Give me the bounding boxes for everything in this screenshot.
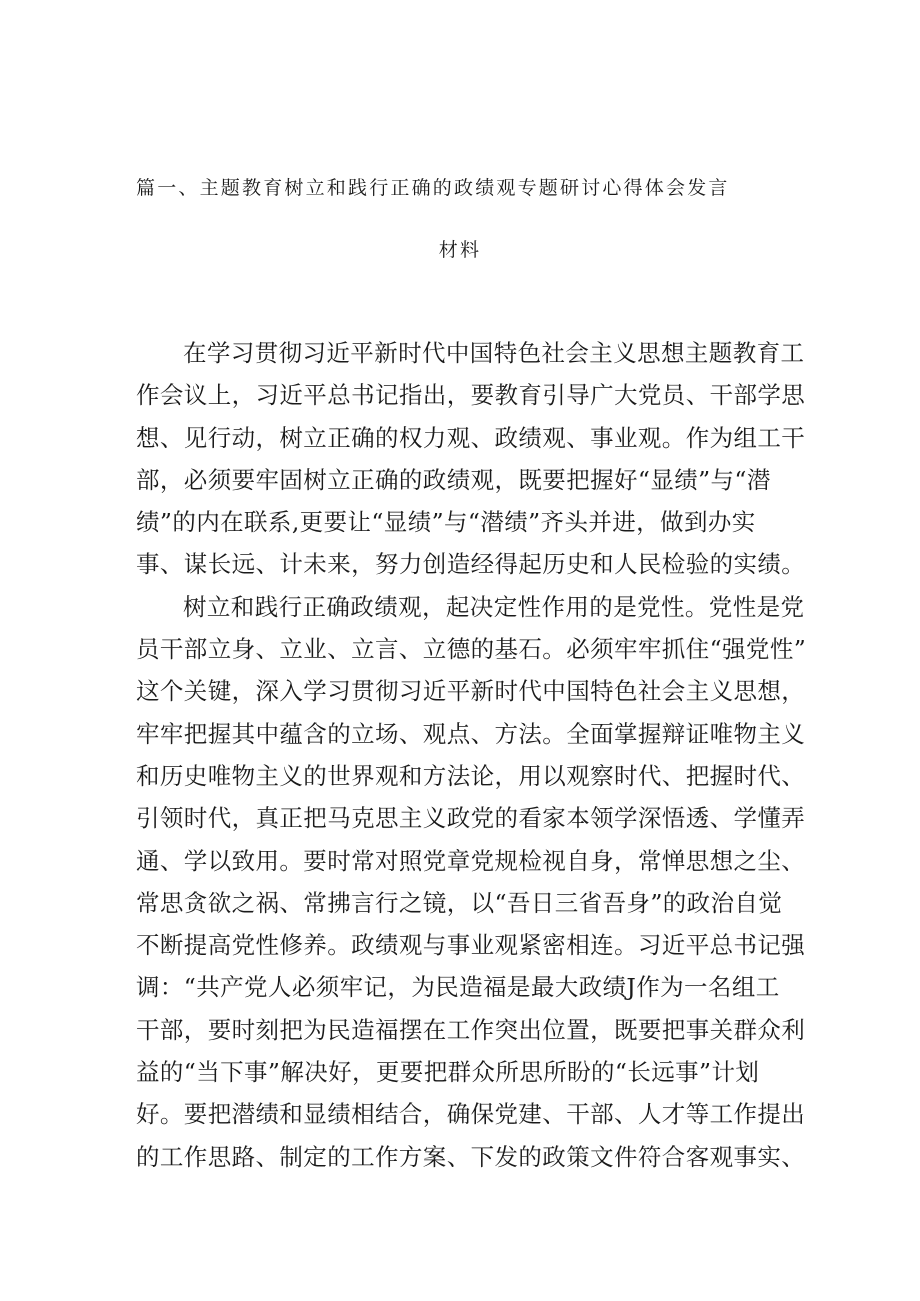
paragraph-2-line: 不断提高党性修养。政绩观与事业观紧密相连。习近平总书记强 <box>136 931 806 960</box>
paragraph-1-line: 作会议上，习近平总书记指出，要教育引导广大党员、干部学思 <box>136 381 806 410</box>
paragraph-2-line: 益的“当下事”解决好，更要把群众所思所盼的“长远事”计划 <box>136 1058 760 1087</box>
document-title-line-1: 篇一、主题教育树立和践行正确的政绩观专题研讨心得体会发言 <box>136 177 730 199</box>
paragraph-2-line: 树立和践行正确政绩观，起决定性作用的是党性。党性是党 <box>183 592 805 621</box>
paragraph-2-line: 好。要把潜绩和显绩相结合，确保党建、干部、人才等工作提出 <box>136 1100 806 1129</box>
paragraph-2-line: 牢牢把握其中蕴含的立场、观点、方法。全面掌握辩证唯物主义 <box>136 719 806 748</box>
paragraph-2-line: 员干部立身、立业、立言、立德的基石。必须牢牢抓住“强党性” <box>136 635 807 664</box>
document-body <box>136 332 807 1178</box>
paragraph-2-line: 的工作思路、制定的工作方案、下发的政策文件符合客观事实、 <box>136 1142 806 1171</box>
paragraph-1-line: 事、谋长远、计未来，努力创造经得起历史和人民检验的实绩。 <box>136 550 806 579</box>
paragraph-1-line: 想、见行动，树立正确的权力观、政绩观、事业观。作为组工干 <box>136 423 806 452</box>
paragraph-2-line: 干部，要时刻把为民造福摆在工作突出位置，既要把事关群众利 <box>136 1015 806 1044</box>
paragraph-2-line: 这个关键，深入学习贯彻习近平新时代中国特色社会主义思想， <box>136 677 806 706</box>
paragraph-2-line: 常思贪欲之祸、常拂言行之镜，以“吾日三省吾身”的政治自觉 <box>136 888 783 917</box>
paragraph-1-line: 部，必须要牢固树立正确的政绩观，既要把握好“显绩”与“潜 <box>136 465 771 494</box>
paragraph-2-line: 调：“共产党人必须牢记，为民造福是最大政绩J作为一名组工 <box>136 973 780 1002</box>
paragraph-2-line: 和历史唯物主义的世界观和方法论，用以观察时代、把握时代、 <box>136 761 806 790</box>
paragraph-2-line: 通、学以致用。要时常对照党章党规检视自身，常惮思想之尘、 <box>136 846 806 875</box>
paragraph-1-line: 绩”的内在联系,更要让“显绩”与“潜绩”齐头并进，做到办实 <box>136 508 756 537</box>
paragraph-1-line: 在学习贯彻习近平新时代中国特色社会主义思想主题教育工 <box>183 339 805 367</box>
document-title-line-2: 材料 <box>438 239 482 261</box>
paragraph-2-line: 引领时代，真正把马克思主义政党的看家本领学深悟透、学懂弄 <box>136 804 806 833</box>
